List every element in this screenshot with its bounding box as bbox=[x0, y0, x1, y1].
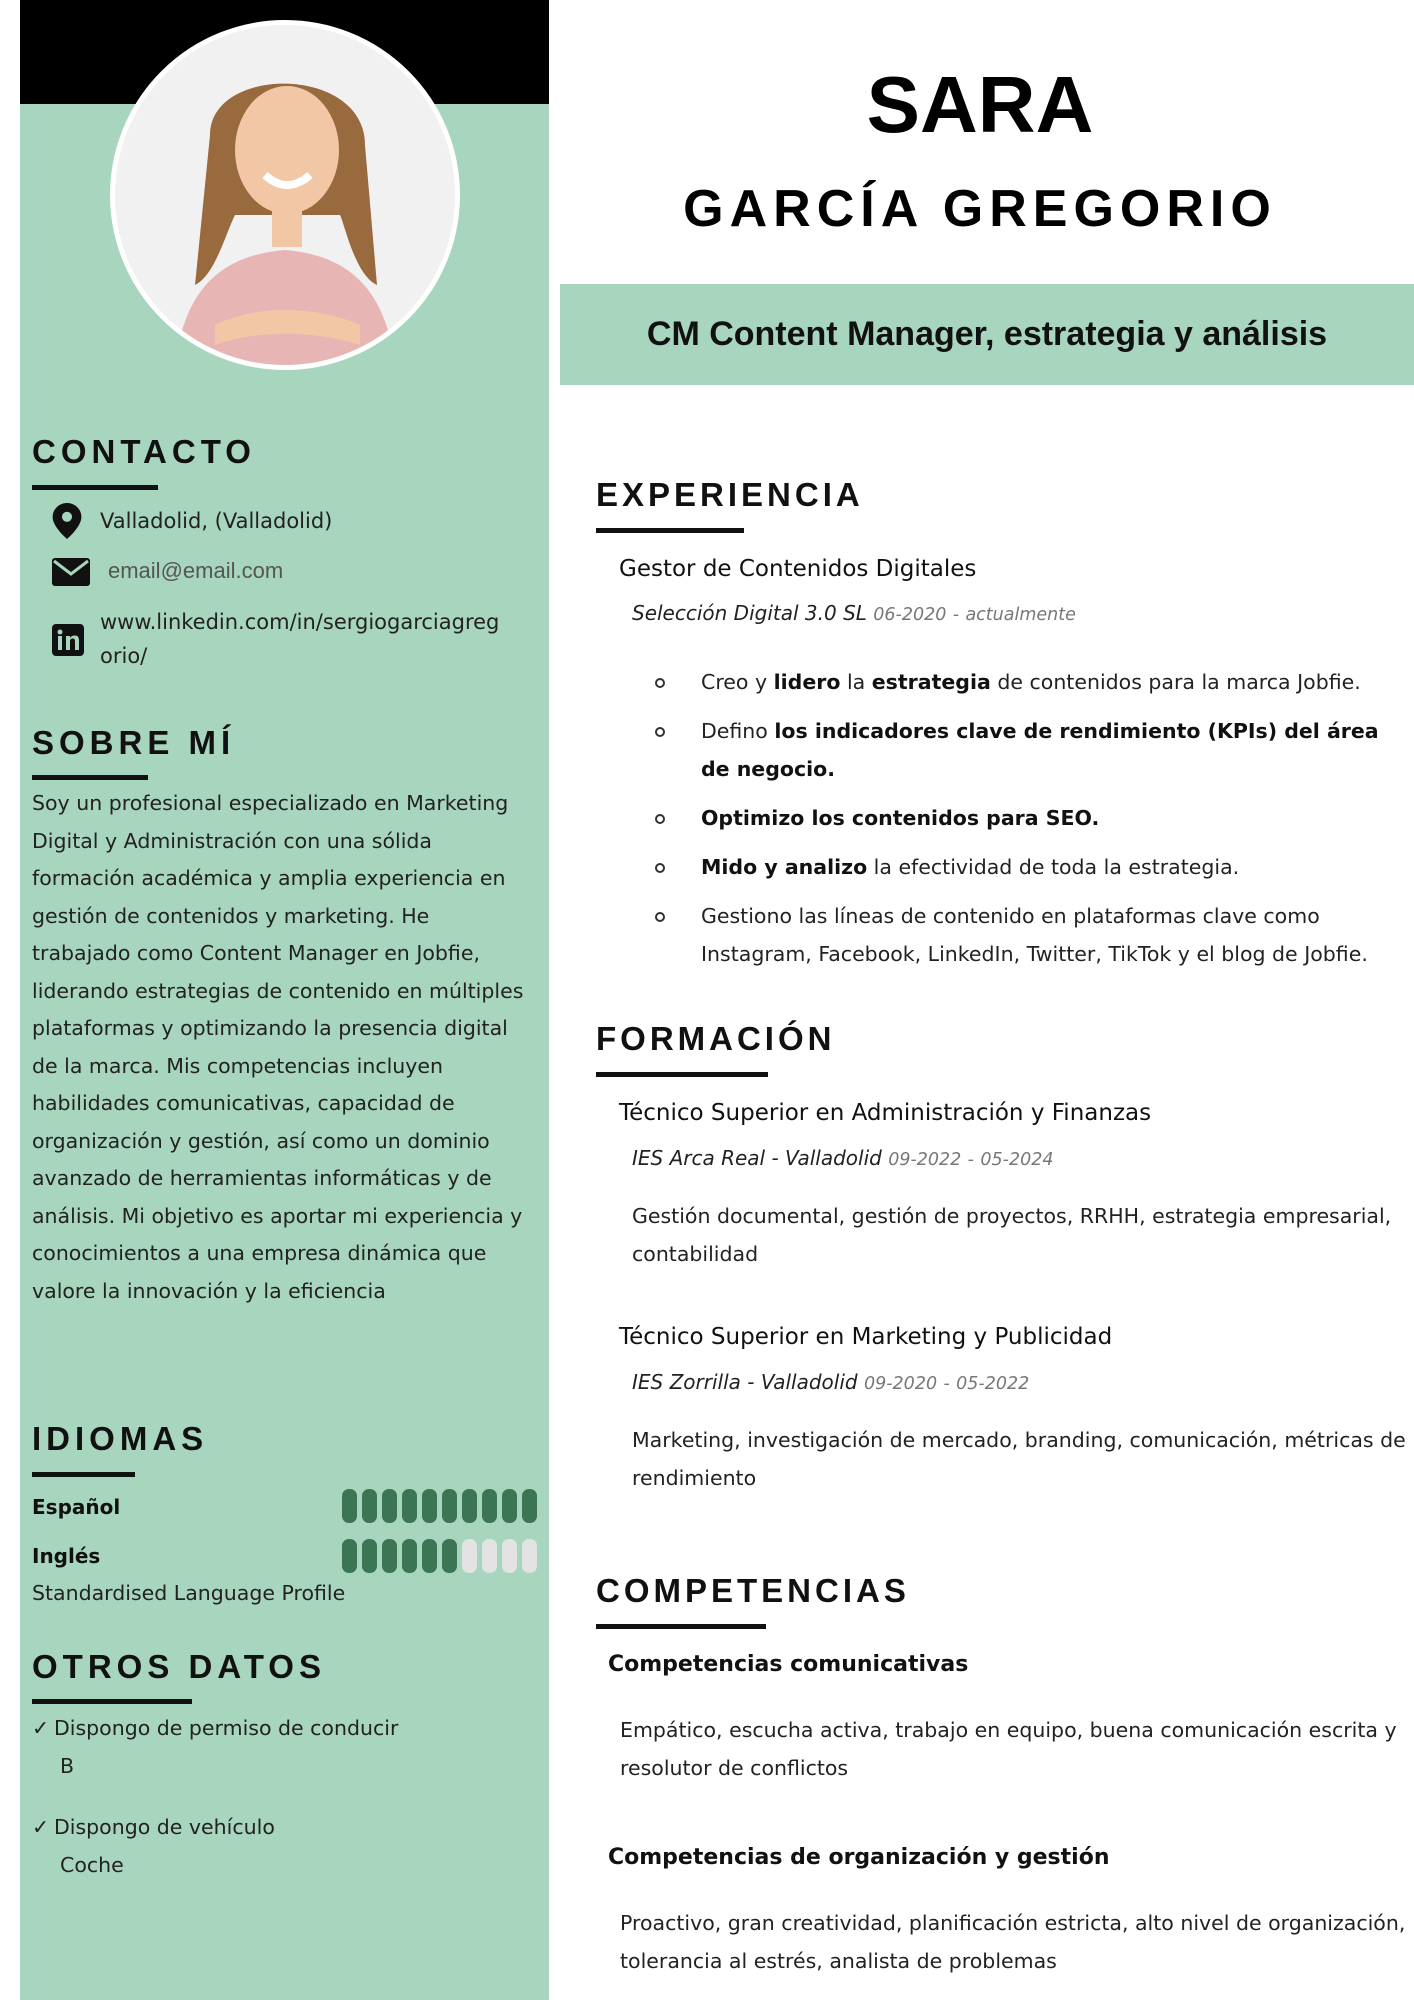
bullet-circle-icon bbox=[655, 727, 665, 737]
language-level-segment bbox=[342, 1539, 357, 1573]
language-level-segment bbox=[442, 1539, 457, 1573]
bullet-circle-icon bbox=[655, 678, 665, 688]
other-data-underline bbox=[32, 1699, 192, 1704]
education-underline bbox=[596, 1072, 768, 1077]
experience-heading: EXPERIENCIA bbox=[596, 476, 864, 513]
email-envelope-icon bbox=[52, 558, 90, 590]
sidebar bbox=[20, 0, 549, 2000]
education-title: Técnico Superior en Administración y Finanzas bbox=[619, 1100, 1152, 1126]
job-bullet-text bbox=[701, 800, 1401, 838]
job-bullet-text bbox=[701, 664, 1401, 702]
role-title: CM Content Manager, estrategia y análisis bbox=[646, 315, 1328, 353]
language-level-english bbox=[342, 1539, 537, 1573]
language-level-segment bbox=[422, 1489, 437, 1523]
last-name: GARCÍA GREGORIO bbox=[683, 180, 1277, 238]
profile-photo-illustration bbox=[115, 25, 455, 365]
language-level-segment bbox=[362, 1489, 377, 1523]
bullet-bold-segment: los indicadores clave de rendimiento (KPIs) del área de negocio. bbox=[701, 719, 1379, 781]
bullet-circle-icon bbox=[655, 863, 665, 873]
education-center-line bbox=[632, 1370, 1029, 1394]
checkmark-icon: ✓ bbox=[32, 1716, 50, 1740]
contact-linkedin[interactable] bbox=[100, 610, 499, 668]
role-band bbox=[560, 284, 1414, 385]
language-level-segment bbox=[462, 1489, 477, 1523]
language-level-segment bbox=[382, 1489, 397, 1523]
language-level-segment bbox=[482, 1539, 497, 1573]
job-bullet-text bbox=[701, 713, 1401, 788]
contact-heading: CONTACTO bbox=[32, 433, 256, 470]
job-company: Selección Digital 3.0 SL bbox=[632, 601, 867, 625]
education-start-date: 09-2020 bbox=[863, 1374, 938, 1394]
bullet-bold-segment: estrategia bbox=[871, 670, 991, 694]
language-level-segment bbox=[502, 1539, 517, 1573]
education-heading: FORMACIÓN bbox=[596, 1020, 836, 1057]
skill-group-description: Empático, escucha activa, trabajo en equipo, buena comunicación escrita y resolutor de conflictos bbox=[620, 1718, 1397, 1780]
skills-heading: COMPETENCIAS bbox=[596, 1572, 910, 1609]
language-level-segment bbox=[362, 1539, 377, 1573]
language-level-segment bbox=[342, 1489, 357, 1523]
about-underline bbox=[32, 775, 148, 780]
education-center: IES Arca Real - Valladolid bbox=[632, 1146, 882, 1170]
language-level-segment bbox=[382, 1539, 397, 1573]
job-bullet-text bbox=[701, 898, 1401, 973]
about-heading: SOBRE MÍ bbox=[32, 724, 236, 761]
bullet-text-segment: la bbox=[840, 670, 872, 694]
checkmark-icon: ✓ bbox=[32, 1815, 50, 1839]
bullet-bold-segment: lidero bbox=[773, 670, 841, 694]
language-level-segment bbox=[482, 1489, 497, 1523]
job-date-separator: - bbox=[952, 605, 960, 625]
other-item-license bbox=[32, 1716, 398, 1740]
language-level-segment bbox=[522, 1489, 537, 1523]
language-level-segment bbox=[522, 1539, 537, 1573]
skill-group-description: Proactivo, gran creatividad, planificación estricta, alto nivel de organización, tolerancia al estrés, analista de problemas bbox=[620, 1911, 1406, 1973]
bullet-text-segment: Gestiono las líneas de contenido en plataformas clave como Instagram, Facebook, LinkedIn, Twitter, TikTok y el blog de Jobfie. bbox=[701, 904, 1368, 966]
bullet-circle-icon bbox=[655, 814, 665, 824]
education-center: IES Zorrilla - Valladolid bbox=[632, 1370, 858, 1394]
first-name: SARA bbox=[866, 60, 1094, 149]
bullet-circle-icon bbox=[655, 912, 665, 922]
language-name-english: Inglés bbox=[32, 1544, 101, 1568]
education-end-date: 05-2024 bbox=[980, 1150, 1054, 1170]
languages-heading: IDIOMAS bbox=[32, 1420, 209, 1457]
education-date-separator: - bbox=[943, 1374, 950, 1394]
education-center-line bbox=[632, 1146, 1053, 1170]
education-start-date: 09-2022 bbox=[888, 1150, 962, 1170]
language-profile-note: Standardised Language Profile bbox=[32, 1581, 346, 1605]
other-item-license-label: Dispongo de permiso de conducir bbox=[54, 1716, 399, 1740]
skill-group-title: Competencias comunicativas bbox=[608, 1652, 969, 1677]
other-item-vehicle-label: Dispongo de vehículo bbox=[54, 1815, 275, 1839]
job-title: Gestor de Contenidos Digitales bbox=[619, 556, 977, 582]
other-data-heading: OTROS DATOS bbox=[32, 1648, 326, 1685]
job-start-date: 06-2020 bbox=[873, 605, 947, 625]
language-level-segment bbox=[442, 1489, 457, 1523]
linkedin-icon bbox=[52, 624, 84, 660]
bullet-bold-segment: Mido y analizo bbox=[701, 855, 868, 879]
skill-group-title: Competencias de organización y gestión bbox=[608, 1845, 1110, 1870]
other-item-license-value: B bbox=[60, 1754, 75, 1778]
contact-email[interactable]: email@email.com bbox=[108, 558, 284, 583]
contact-linkedin-line2: orio/ bbox=[100, 644, 148, 668]
other-item-vehicle-value: Coche bbox=[60, 1853, 124, 1877]
bullet-bold-segment: Optimizo los contenidos para SEO. bbox=[701, 806, 1100, 830]
bullet-text-segment: Defino bbox=[701, 719, 775, 743]
job-company-line bbox=[632, 601, 1076, 625]
language-level-segment bbox=[402, 1539, 417, 1573]
contact-underline bbox=[32, 485, 158, 490]
skills-underline bbox=[596, 1624, 766, 1629]
education-description: Marketing, investigación de mercado, branding, comunicación, métricas de rendimiento bbox=[632, 1428, 1406, 1490]
profile-photo bbox=[110, 20, 460, 370]
bullet-text-segment: la efectividad de toda la estrategia. bbox=[867, 855, 1240, 879]
language-level-spanish bbox=[342, 1489, 537, 1523]
language-level-segment bbox=[462, 1539, 477, 1573]
bullet-text-segment: de contenidos para la marca Jobfie. bbox=[990, 670, 1361, 694]
education-description: Gestión documental, gestión de proyectos, RRHH, estrategia empresarial, contabilidad bbox=[632, 1204, 1392, 1266]
about-text: Soy un profesional especializado en Marketing Digital y Administración con una sólida formación académica y amplia experiencia en gestión de contenidos y marketing. He trabajado como Content Manager en Jobfie, liderando estrategias de contenido en múltiples plataformas y optimizando la presencia digital de la marca. Mis competencias incluyen habilidades comunicativas, capacidad de organización y gestión, así como un dominio avanzado de herramientas informáticas y de análisis. Mi objetivo es aportar mi experiencia y conocimientos a una empresa dinámica que valore la innovación y la eficiencia bbox=[32, 791, 524, 1303]
education-end-date: 05-2022 bbox=[956, 1374, 1030, 1394]
location-pin-icon bbox=[52, 503, 82, 543]
language-name-spanish: Español bbox=[32, 1495, 121, 1519]
contact-location: Valladolid, (Valladolid) bbox=[100, 509, 333, 533]
job-bullet-text bbox=[701, 849, 1401, 887]
education-title: Técnico Superior en Marketing y Publicidad bbox=[619, 1324, 1113, 1350]
language-level-segment bbox=[402, 1489, 417, 1523]
languages-underline bbox=[32, 1472, 135, 1477]
experience-underline bbox=[596, 528, 744, 533]
education-date-separator: - bbox=[967, 1150, 974, 1170]
bullet-text-segment: Creo y bbox=[701, 670, 774, 694]
contact-linkedin-line1: www.linkedin.com/in/sergiogarciagreg bbox=[100, 610, 500, 634]
job-end-date: actualmente bbox=[965, 605, 1076, 625]
language-level-segment bbox=[502, 1489, 517, 1523]
other-item-vehicle bbox=[32, 1815, 275, 1839]
language-level-segment bbox=[422, 1539, 437, 1573]
